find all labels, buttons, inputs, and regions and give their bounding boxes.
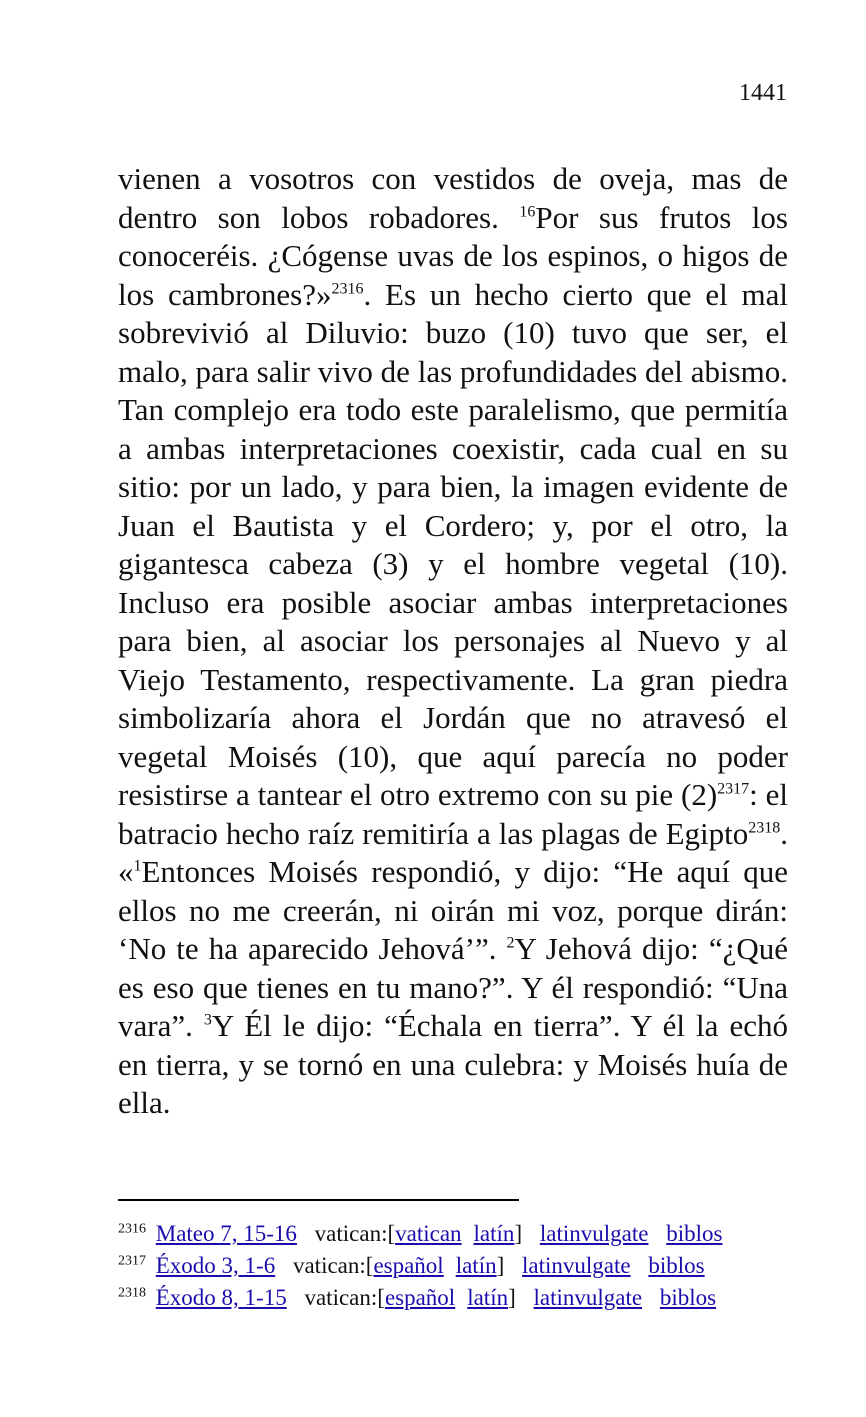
footnotes	[118, 1218, 818, 1314]
source-prefix: vatican:[	[304, 1285, 385, 1310]
verse-number: 16	[519, 203, 536, 221]
source-prefix: vatican:[	[314, 1221, 396, 1246]
biblos-link[interactable]: biblos	[659, 1285, 717, 1310]
footnote-number: 2318	[118, 1285, 146, 1301]
text-segment: Y Jehová dijo: “¿Qué es eso que tienes en tu mano?”. Y él respondió: “Una vara”.	[118, 931, 789, 1043]
source-suffix: ]	[496, 1253, 505, 1278]
footnote-reference-link[interactable]: Éxodo 8, 1-15	[155, 1285, 287, 1310]
footnote-reference-link[interactable]: Éxodo 3, 1-6	[155, 1253, 276, 1278]
footnote-item	[118, 1218, 818, 1250]
vatican-link[interactable]: vatican	[395, 1221, 462, 1246]
text-segment: . Es un hecho cierto que el mal sobrevivió al Diluvio: buzo (10) tuvo que ser, el malo, para salir vivo de las profundidades del abismo. Tan complejo era todo este paralelismo, que permitía a ambas interpretaciones coexistir, cada cual en su sitio: por un lado, y para bien, la imagen evidente de Juan el Bautista y el Cordero; y, por el otro, la gigantesca cabeza (3) y el hombre vegetal (10). Incluso era posible asociar ambas interpretaciones para bien, al asociar los personajes al Nuevo y al Viejo Testamento, respectivamente. La gran piedra simbolizaría ahora el Jordán que no atravesó el vegetal Moisés (10), que aquí parecía no poder resistirse a tantear el otro extremo con su pie (2)	[118, 276, 789, 812]
footnote-marker[interactable]: 2316	[331, 280, 364, 298]
verse-number: 1	[133, 857, 142, 875]
footnote-item	[118, 1282, 818, 1314]
latinvulgate-link[interactable]: latinvulgate	[522, 1253, 631, 1278]
body-paragraph	[118, 160, 788, 1123]
text-segment: vienen a vosotros con vestidos de oveja, mas de dentro son lobos robadores.	[118, 161, 788, 235]
footnote-marker[interactable]: 2317	[717, 780, 750, 798]
latinvulgate-link[interactable]: latinvulgate	[533, 1285, 643, 1310]
footnote-reference-link[interactable]: Mateo 7, 15-16	[155, 1221, 297, 1246]
text-segment: . «	[118, 815, 788, 889]
text-segment: Entonces Moisés respondió, y dijo: “He aquí que ellos no me creerán, ni oirán mi voz, porque dirán: ‘No te ha aparecido Jehová’”.	[118, 854, 788, 966]
spanish-link[interactable]: español	[384, 1285, 456, 1310]
verse-number: 2	[506, 934, 515, 952]
page-number: 1441	[739, 80, 787, 106]
latinvulgate-link[interactable]: latinvulgate	[539, 1221, 649, 1246]
footnote-divider	[118, 1199, 519, 1201]
text-segment: : el batracio hecho raíz remitiría a las plagas de Egipto	[118, 777, 788, 851]
source-suffix: ]	[508, 1285, 516, 1310]
source-prefix: vatican:[	[292, 1253, 374, 1278]
verse-number: 3	[203, 1011, 212, 1029]
source-suffix: ]	[514, 1221, 523, 1246]
footnote-number: 2316	[118, 1221, 146, 1237]
latin-link[interactable]: latín	[473, 1221, 515, 1246]
biblos-link[interactable]: biblos	[666, 1221, 723, 1246]
footnote-marker[interactable]: 2318	[748, 819, 781, 837]
text-segment: Por sus frutos los conoceréis. ¿Cógense uvas de los espinos, o higos de los cambrones?»	[118, 199, 788, 312]
latin-link[interactable]: latín	[467, 1285, 509, 1310]
footnote-item	[118, 1250, 818, 1282]
footnote-number: 2317	[118, 1253, 146, 1269]
latin-link[interactable]: latín	[455, 1253, 497, 1278]
spanish-link[interactable]: español	[373, 1253, 444, 1278]
biblos-link[interactable]: biblos	[648, 1253, 705, 1278]
text-segment: Y Él le dijo: “Échala en tierra”. Y él la echó en tierra, y se tornó en una culebra: y Moisés huía de ella.	[118, 1008, 788, 1120]
